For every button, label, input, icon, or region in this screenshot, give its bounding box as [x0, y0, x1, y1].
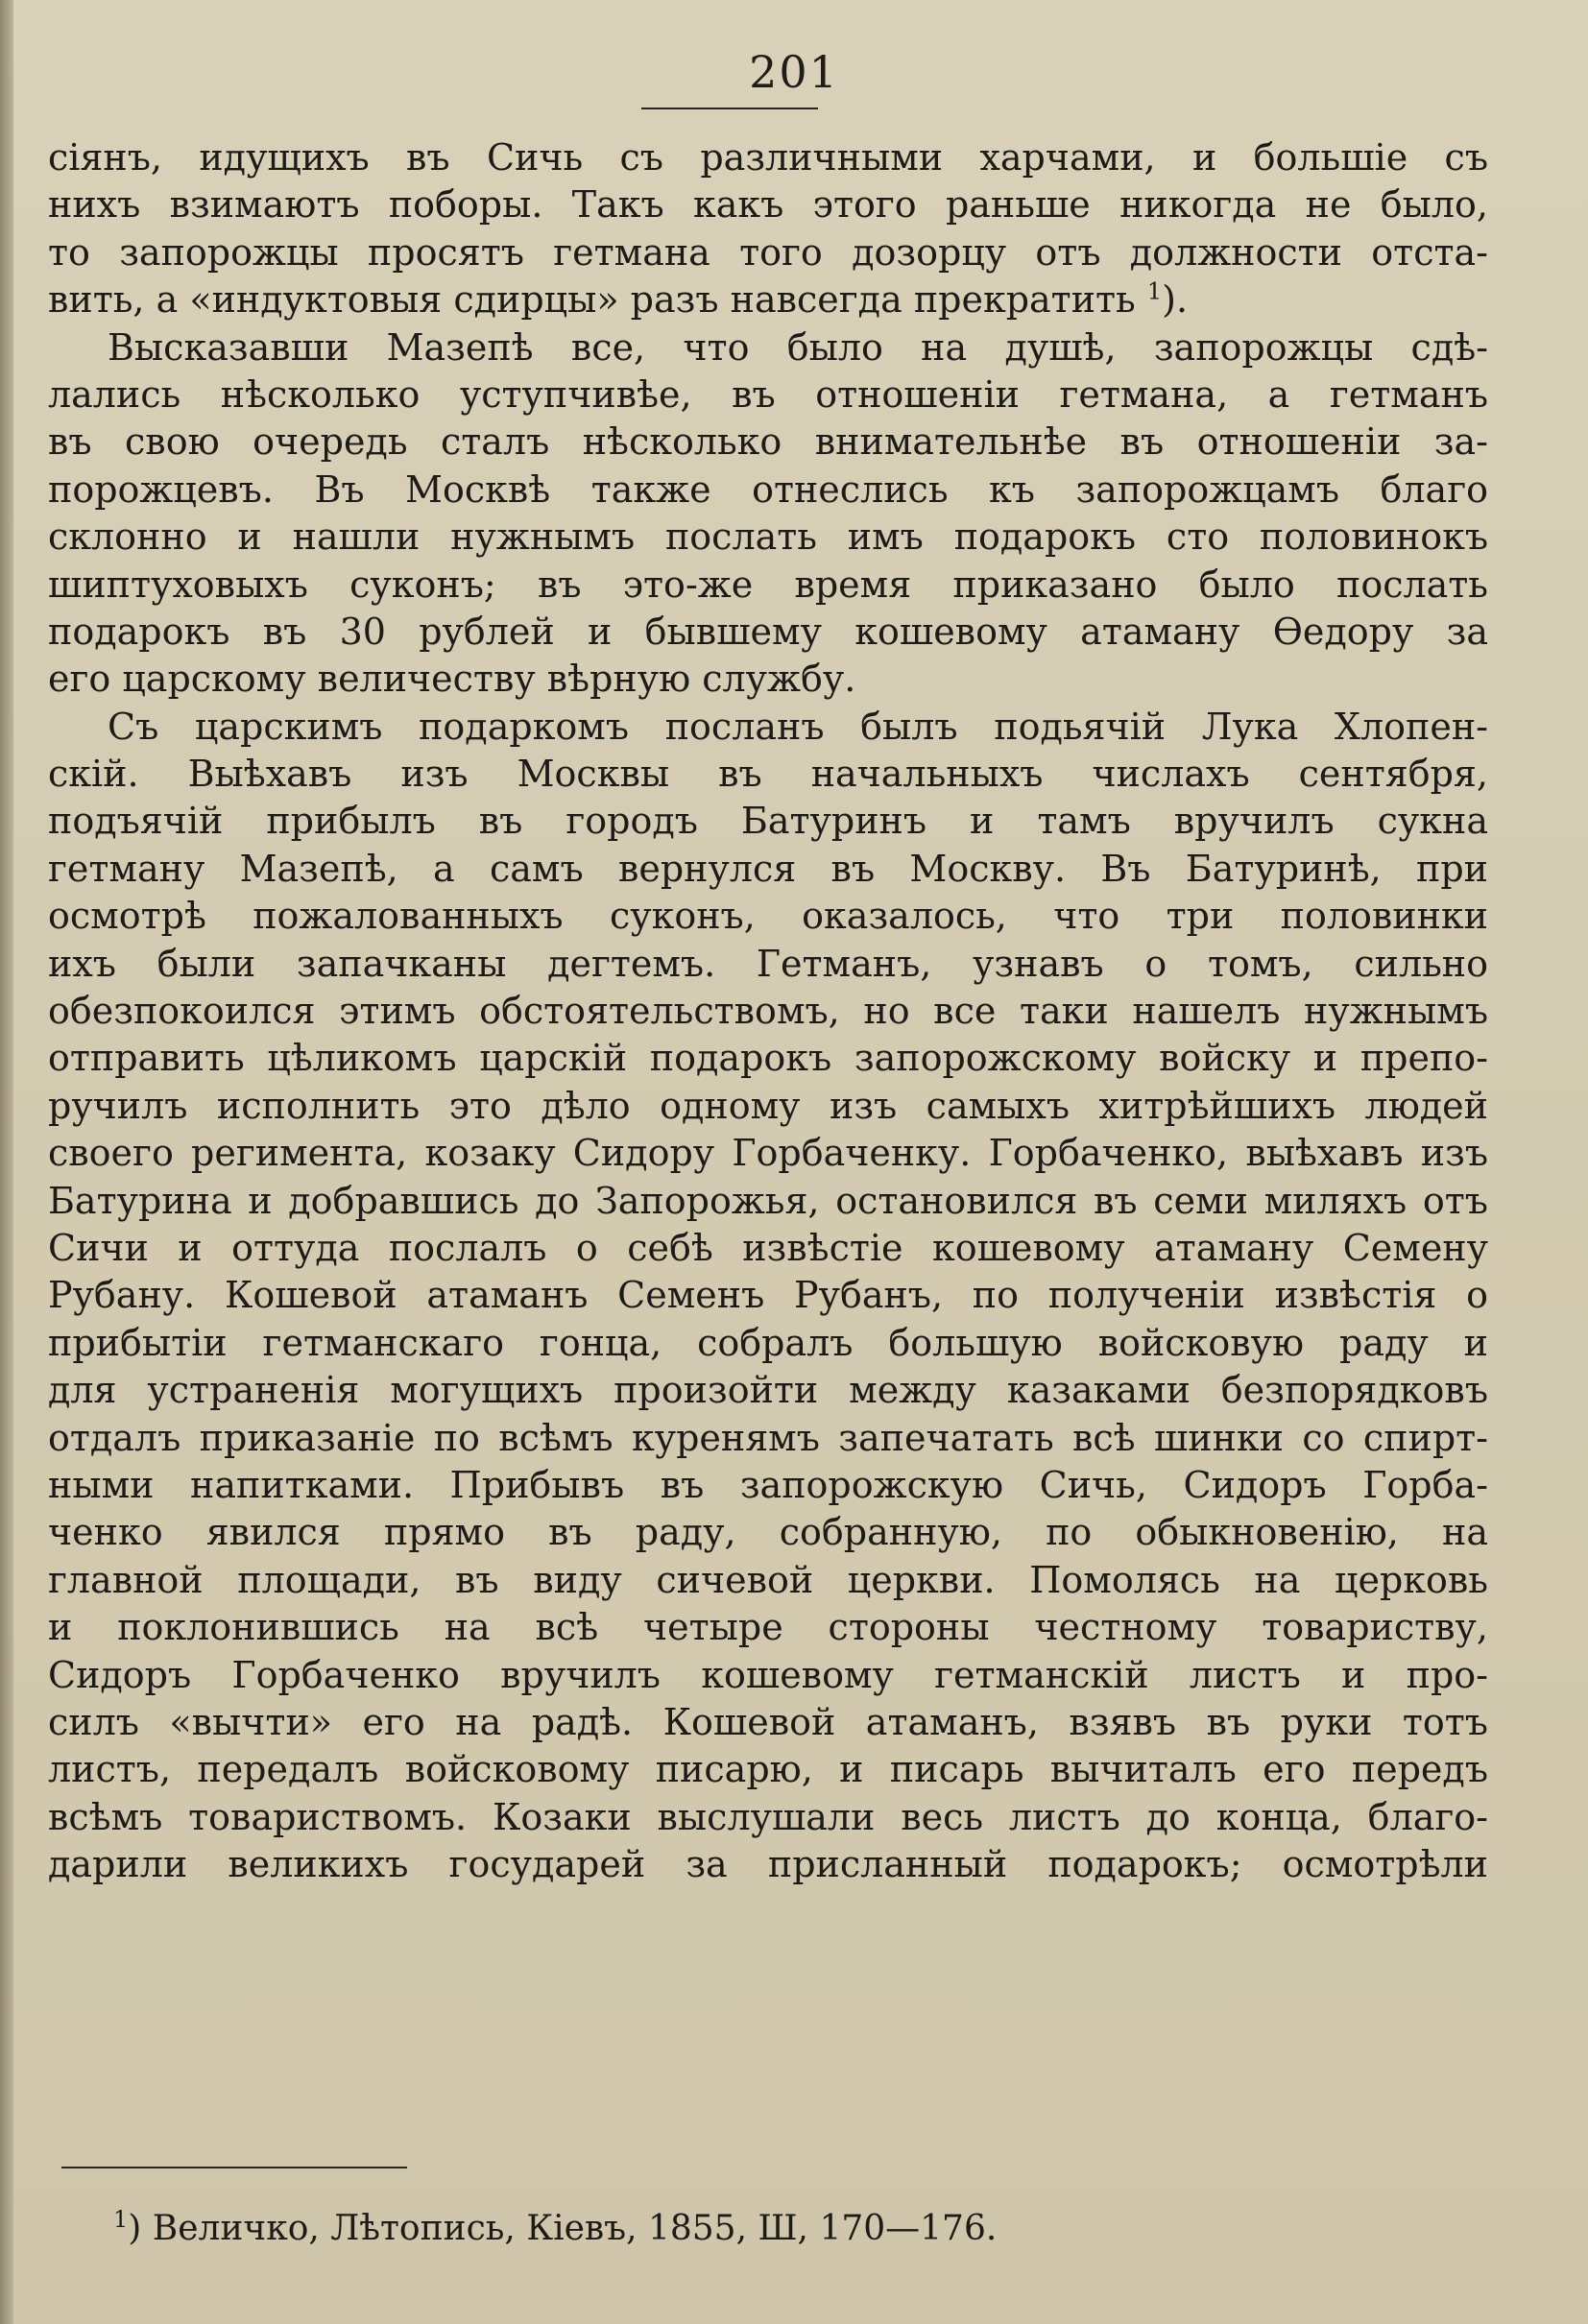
text-line: его царскому величеству вѣрную службу.: [48, 658, 856, 701]
footnote: [113, 2208, 1361, 2250]
text-line: [48, 276, 1488, 323]
text-line: скій. Выѣхавъ изъ Москвы въ начальныхъ числахъ сентября,: [48, 753, 1488, 796]
paragraph-start-line: Высказавши Мазепѣ все, что было на душѣ, запорожцы сдѣ-: [108, 325, 1488, 369]
text-line: сіянъ, идущихъ въ Сичь съ различными харчами, и большіе съ: [48, 136, 1488, 179]
text-line: листъ, передалъ войсковому писарю, и писарь вычиталъ его передъ: [48, 1748, 1488, 1791]
text-line: ными напитками. Прибывъ въ запорожскую Сичь, Сидоръ Горба-: [48, 1463, 1488, 1506]
body-text: [48, 134, 1488, 1888]
text-line: лались нѣсколько уступчивѣе, въ отношеніи гетмана, а гетманъ: [48, 372, 1488, 416]
footnote-rule: [61, 2167, 407, 2168]
text-line: склонно и нашли нужнымъ послать имъ подарокъ сто половинокъ: [48, 515, 1488, 559]
text-line: для устраненія могущихъ произойти между казаками безпорядковъ: [48, 1369, 1488, 1412]
footnote-marker: 1: [113, 2206, 129, 2233]
text-line: дарили великихъ государей за присланный подарокъ; осмотрѣли: [48, 1843, 1488, 1886]
text-line: силъ «вычти» его на радѣ. Кошевой атаманъ, взявъ въ руки тотъ: [48, 1700, 1488, 1743]
text-line: Рубану. Кошевой атаманъ Семенъ Рубанъ, по полученіи извѣстія о: [48, 1274, 1488, 1317]
text-line: нихъ взимаютъ поборы. Такъ какъ этого раньше никогда не было,: [48, 183, 1488, 227]
text-line: главной площади, въ виду сичевой церкви. Помолясь на церковь: [48, 1558, 1488, 1601]
text-line: ченко явился прямо въ раду, собранную, по обыкновенію, на: [48, 1511, 1488, 1554]
text-line: обезпокоился этимъ обстоятельствомъ, но все таки нашелъ нужнымъ: [48, 990, 1488, 1033]
text-line: подъячій прибылъ въ городъ Батуринъ и тамъ вручилъ сукна: [48, 800, 1488, 843]
paragraph-start-line: Съ царскимъ подаркомъ посланъ былъ подьячій Лука Хлопен-: [108, 705, 1488, 748]
text-line: гетману Мазепѣ, а самъ вернулся въ Москву. Въ Батуринѣ, при: [48, 847, 1488, 890]
text-line: и поклонившись на всѣ четыре стороны честному товариству,: [48, 1606, 1488, 1649]
text-line: Сичи и оттуда послалъ о себѣ извѣстіе кошевому атаману Семену: [48, 1226, 1488, 1269]
text-line: въ свою очередь сталъ нѣсколько внимательнѣе въ отношеніи за-: [48, 420, 1488, 464]
text-line: отправить цѣликомъ царскій подарокъ запорожскому войску и препо-: [48, 1037, 1488, 1080]
text-line: всѣмъ товариствомъ. Козаки выслушали весь листъ до конца, благо-: [48, 1795, 1488, 1838]
text-line: Батурина и добравшись до Запорожья, остановился въ семи миляхъ отъ: [48, 1179, 1488, 1222]
line-tail: ).: [1162, 278, 1189, 322]
text-line: отдалъ приказаніе по всѣмъ куренямъ запечатать всѣ шинки со спирт-: [48, 1416, 1488, 1459]
text-line: ручилъ исполнить это дѣло одному изъ самыхъ хитрѣйшихъ людей: [48, 1084, 1488, 1127]
text-line: своего регимента, козаку Сидору Горбаченку. Горбаченко, выѣхавъ изъ: [48, 1132, 1488, 1175]
text-line: ихъ были запачканы дегтемъ. Гетманъ, узнавъ о томъ, сильно: [48, 942, 1488, 985]
text-line: прибытіи гетманскаго гонца, собралъ большую войсковую раду и: [48, 1321, 1488, 1364]
footnote-reference: 1: [1146, 277, 1163, 305]
line-text: вить, а «индуктовыя сдирцы» разъ навсегда прекратить: [48, 278, 1136, 322]
text-line: порожцевъ. Въ Москвѣ также отнеслись къ запорожцамъ благо: [48, 467, 1488, 511]
text-line: шиптуховыхъ суконъ; въ это-же время приказано было послать: [48, 563, 1488, 606]
page-number-rule: [641, 108, 818, 109]
text-line: осмотрѣ пожалованныхъ суконъ, оказалось, что три половинки: [48, 895, 1488, 938]
footnote-text: ) Величко, Лѣтопись, Кіевъ, 1855, Ш, 170—176.: [128, 2209, 998, 2248]
text-line: то запорожцы просятъ гетмана того дозорцу отъ должности отста-: [48, 230, 1488, 274]
page-number: 201: [749, 46, 839, 98]
text-line: подарокъ въ 30 рублей и бывшему кошевому атаману Ѳедору за: [48, 610, 1488, 653]
text-line: Сидоръ Горбаченко вручилъ кошевому гетманскій листъ и про-: [48, 1653, 1488, 1696]
